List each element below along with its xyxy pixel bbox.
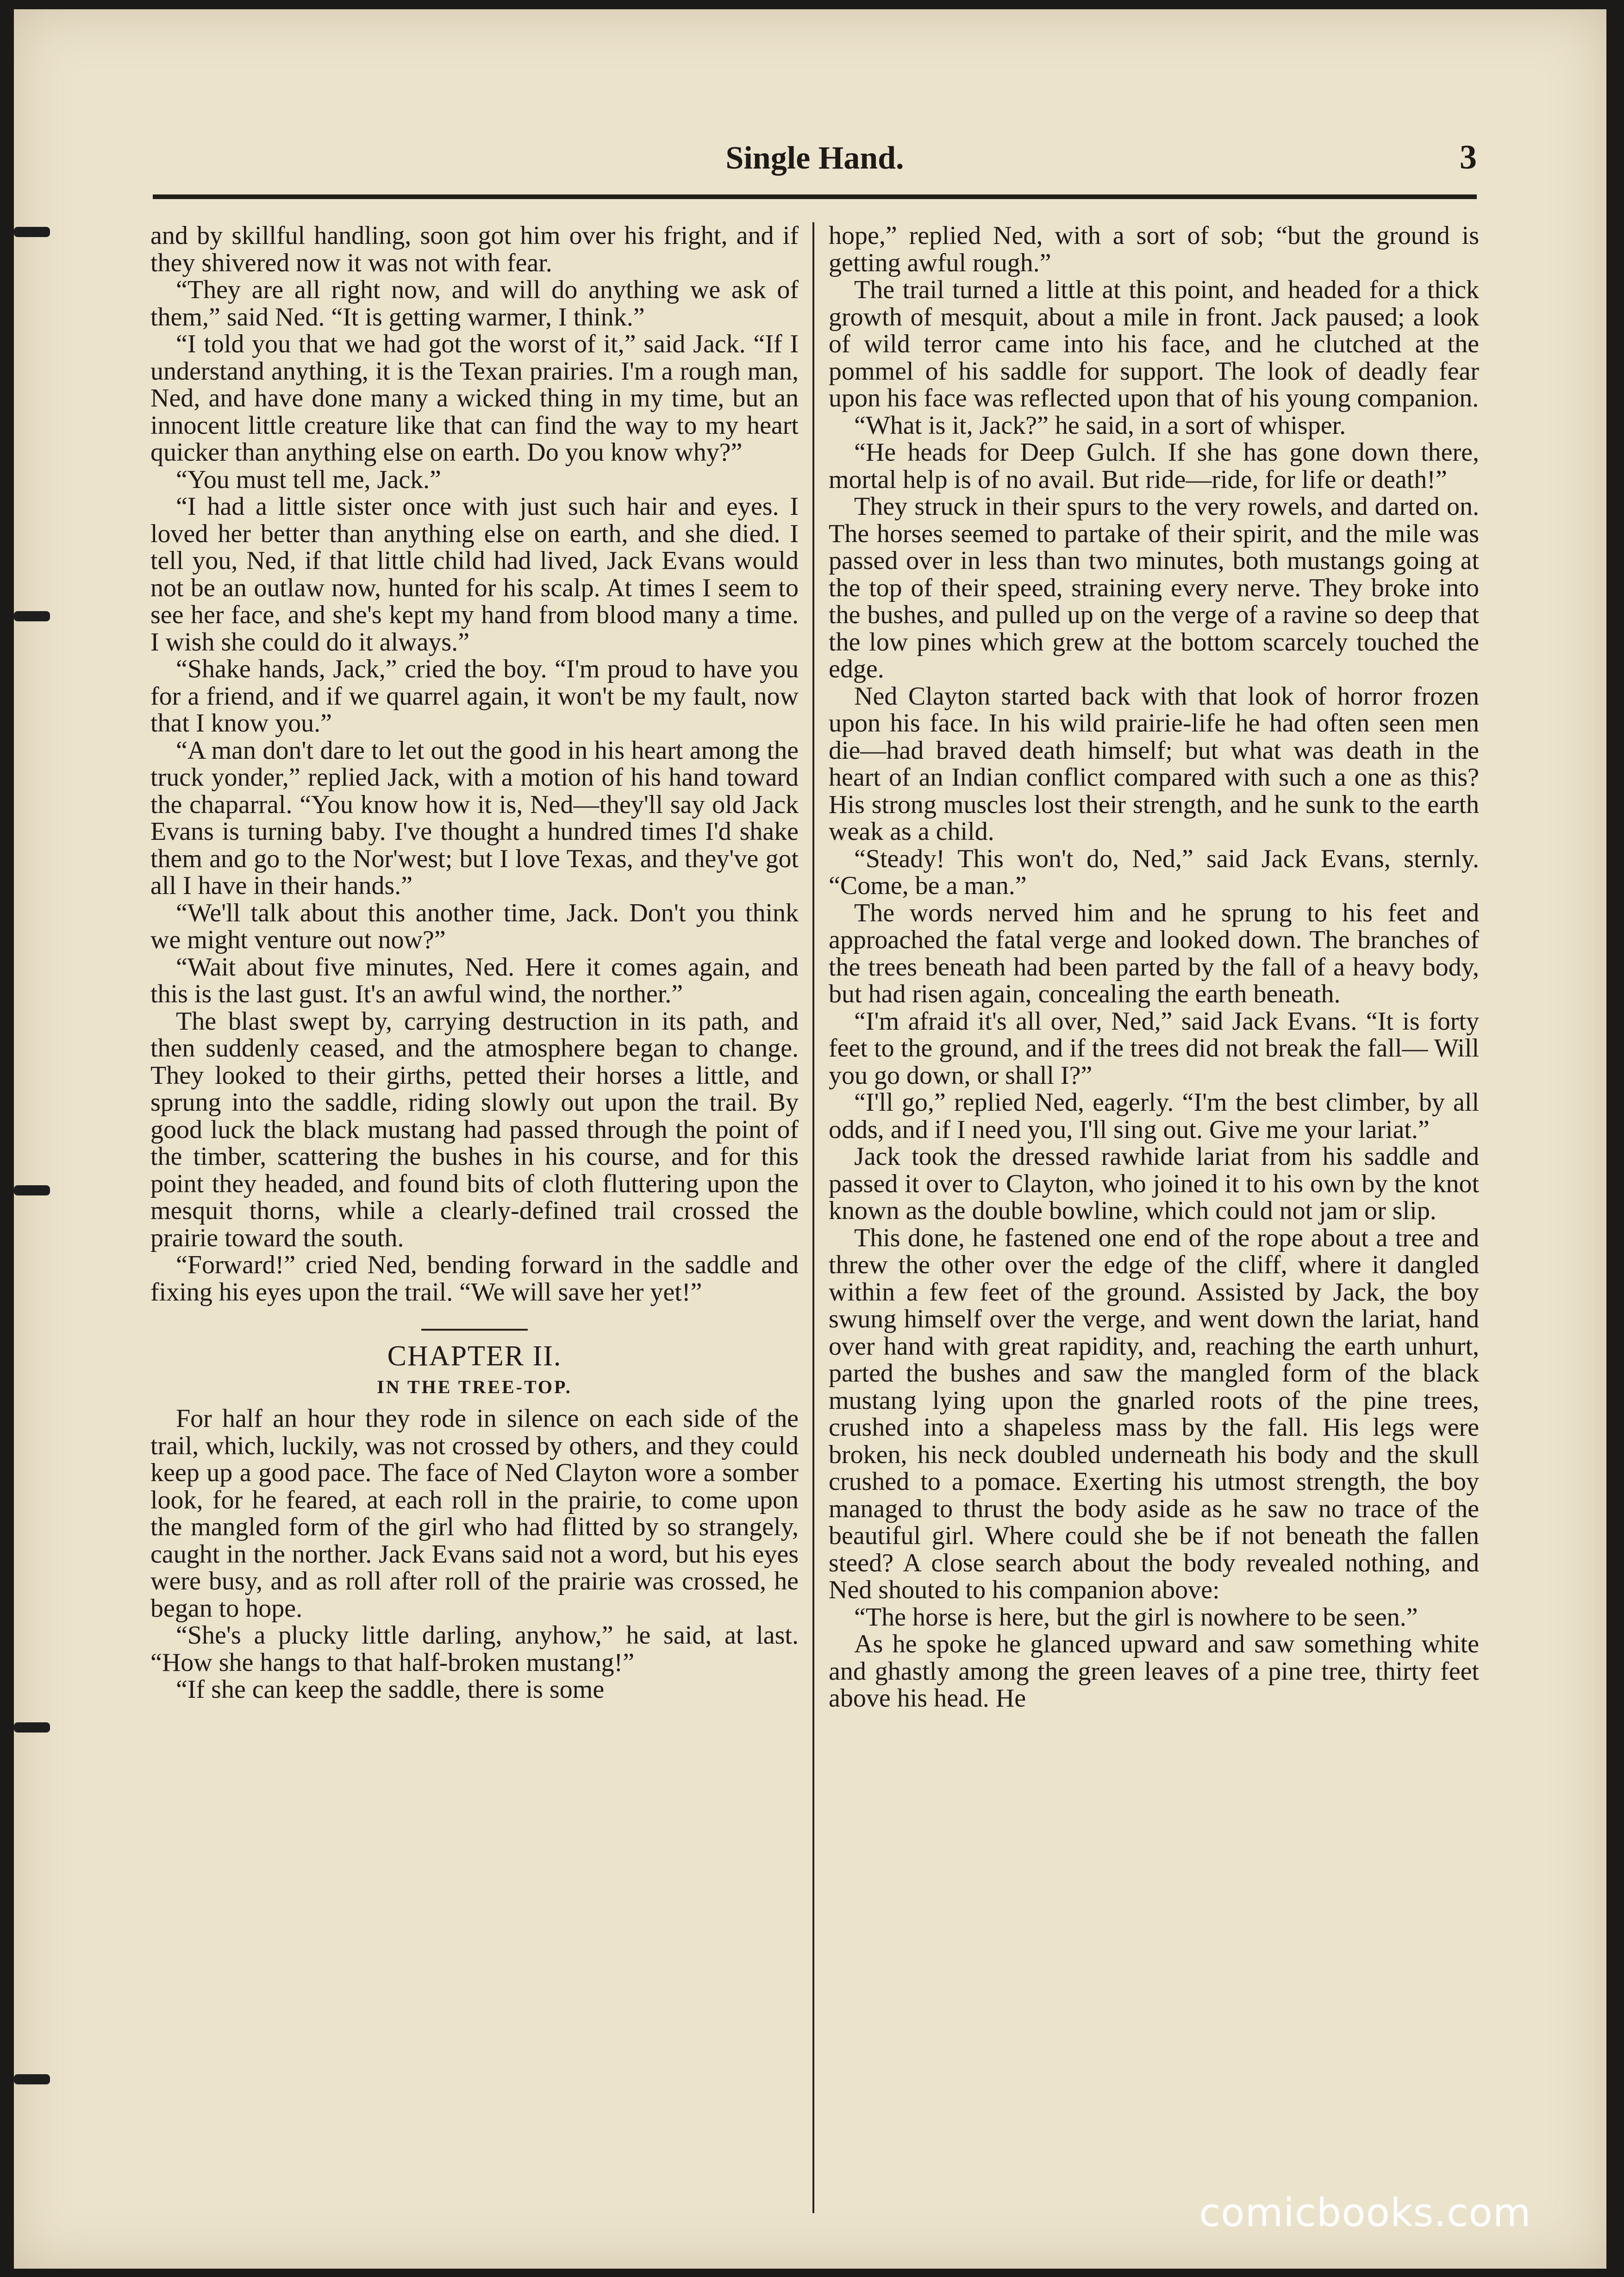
- paragraph: “I told you that we had got the worst of it,” said Jack. “If I understand anything, it is the Texan prairies. I'm a rough man, Ned, and have done many a wicked thing in my time, but an innocent little creature like that can find the way to my heart quicker than anything else on earth. Do you know why?”: [150, 330, 799, 467]
- column-divider: [812, 222, 814, 2213]
- paragraph: They struck in their spurs to the very rowels, and darted on. The horses seemed to partake of their spirit, and the mile was passed over in less than two minutes, both mustangs going at the top of their speed, straining every nerve. They broke into the bushes, and pulled up on the verge of a ravine so deep that the low pines which grew at the bottom scarcely touched the edge.: [829, 492, 1479, 683]
- binding-stitch: [14, 1722, 50, 1733]
- paragraph: “If she can keep the saddle, there is some: [176, 1675, 605, 1704]
- paragraph: “Steady! This won't do, Ned,” said Jack Evans, sternly. “Come, be a man.”: [829, 844, 1479, 900]
- paragraph: “I had a little sister once with just such hair and eyes. I loved her better than anything else on earth, and she died. I tell you, Ned, if that little child had lived, Jack Evans would not be an outlaw now, hunted for his scalp. At times I seem to see her face, and she's kept my hand from blood many a time. I wish she could do it always.”: [150, 492, 799, 657]
- page-number: 3: [1460, 138, 1477, 176]
- paragraph: “I'm afraid it's all over, Ned,” said Jack Evans. “It is forty feet to the ground, and if the trees did not break the fall— Will you go down, or shall I?”: [829, 1007, 1479, 1090]
- paragraph: Ned Clayton started back with that look of horror frozen upon his face. In his wild prairie-life he had often seen men die—had braved death himself; but what was death in the heart of an Indian conflict compared with such a one as this? His strong muscles lost their strength, and he sunk to the earth weak as a child.: [829, 682, 1479, 846]
- paragraph: hope,” replied Ned, with a sort of sob; “but the ground is getting awful rough.”: [829, 221, 1479, 277]
- paragraph: “They are all right now, and will do anything we ask of them,” said Ned. “It is getting warmer, I think.”: [150, 275, 799, 332]
- paragraph: “Shake hands, Jack,” cried the boy. “I'm proud to have you for a friend, and if we quarrel again, it won't be my fault, now that I know you.”: [150, 655, 799, 738]
- paragraph: As he spoke he glanced upward and saw something white and ghastly among the green leaves of a pine tree, thirty feet above his head. He: [829, 1630, 1479, 1713]
- paragraph: “He heads for Deep Gulch. If she has gone down there, mortal help is of no avail. But ride—ride, for life or death!”: [829, 438, 1479, 494]
- paragraph: “I'll go,” replied Ned, eagerly. “I'm the best climber, by all odds, and if I need you, I'll sing out. Give me your lariat.”: [829, 1088, 1479, 1144]
- paragraph: “Wait about five minutes, Ned. Here it comes again, and this is the last gust. It's an awful wind, the norther.”: [150, 952, 799, 1008]
- paragraph: “You must tell me, Jack.”: [176, 465, 441, 494]
- paragraph: For half an hour they rode in silence on each side of the trail, which, luckily, was not crossed by others, and they could keep up a good pace. The face of Ned Clayton wore a somber look, for he feared, at each roll in the prairie, to come upon the mangled form of the girl who had flitted by so strangely, caught in the norther. Jack Evans said not a word, but his eyes were busy, and as roll after roll of the prairie was crossed, he began to hope.: [150, 1404, 799, 1623]
- chapter-subtitle: IN THE TREE-TOP.: [377, 1376, 572, 1397]
- running-title: Single Hand.: [725, 140, 904, 176]
- site-watermark: comicbooks.com: [1199, 2190, 1531, 2235]
- paragraph: “She's a plucky little darling, anyhow,” he said, at last. “How she hangs to that half-broken mustang!”: [150, 1621, 799, 1677]
- chapter-title: CHAPTER II.: [387, 1340, 562, 1372]
- paragraph: The words nerved him and he sprung to his feet and approached the fatal verge and looked down. The branches of the trees beneath had been parted by the fall of a heavy body, but had risen again, concealing the earth beneath.: [829, 898, 1479, 1008]
- page-header: [153, 134, 1477, 185]
- right-column: [829, 222, 1479, 1712]
- header-rule: [153, 194, 1477, 199]
- paragraph: “We'll talk about this another time, Jack. Don't you think we might venture out now?”: [150, 898, 799, 954]
- binding-stitch: [14, 227, 50, 237]
- paragraph: and by skillful handling, soon got him over his fright, and if they shivered now it was not with fear.: [150, 221, 799, 277]
- paragraph: The trail turned a little at this point, and headed for a thick growth of mesquit, about a mile in front. Jack paused; a look of wild terror came into his face, and he clutched at the pommel of his saddle for support. The look of deadly fear upon his face was reflected upon that of his young companion.: [829, 275, 1479, 413]
- chapter-divider: [421, 1329, 528, 1331]
- binding-stitch: [14, 2074, 50, 2084]
- paragraph: Jack took the dressed rawhide lariat from his saddle and passed it over to Clayton, who joined it to his own by the knot known as the double bowline, which could not jam or slip.: [829, 1142, 1479, 1225]
- left-column: [150, 222, 799, 1703]
- paragraph: “Forward!” cried Ned, bending forward in the saddle and fixing his eyes upon the trail. “We will save her yet!”: [150, 1251, 799, 1307]
- binding-stitch: [14, 611, 50, 621]
- paragraph: “What is it, Jack?” he said, in a sort of whisper.: [854, 411, 1346, 440]
- paragraph: This done, he fastened one end of the rope about a tree and threw the other over the edge of the cliff, where it dangled within a few feet of the ground. Assisted by Jack, the boy swung himself over the verge, and went down the lariat, hand over hand with great rapidity, and, reaching the earth unhurt, parted the bushes and saw the mangled form of the black mustang lying upon the gnarled roots of the pine trees, crushed into a shapeless mass by the fall. His legs were broken, his neck doubled underneath his body and the skull crushed to a pomace. Exerting his utmost strength, the boy managed to thrust the body aside as he saw no trace of the beautiful girl. Where could she be if not beneath the fallen steed? A close search about the body revealed nothing, and Ned shouted to his companion above:: [829, 1223, 1479, 1604]
- paragraph: “The horse is here, but the girl is nowhere to be seen.”: [854, 1602, 1418, 1632]
- binding-stitch: [14, 1185, 50, 1195]
- paragraph: The blast swept by, carrying destruction in its path, and then suddenly ceased, and the atmosphere began to change. They looked to their girths, petted their horses a little, and sprung into the saddle, riding slowly out upon the trail. By good luck the black mustang had passed through the point of the timber, scattering the bushes in his course, and for this point they headed, and found bits of cloth fluttering upon the mesquit thorns, while a clearly-defined trail crossed the prairie toward the south.: [150, 1007, 799, 1252]
- paragraph: “A man don't dare to let out the good in his heart among the truck yonder,” replied Jack, with a motion of his hand toward the chaparral. “You know how it is, Ned—they'll say old Jack Evans is turning baby. I've thought a hundred times I'd shake them and go to the Nor'west; but I love Texas, and they've got all I have in their hands.”: [150, 736, 799, 900]
